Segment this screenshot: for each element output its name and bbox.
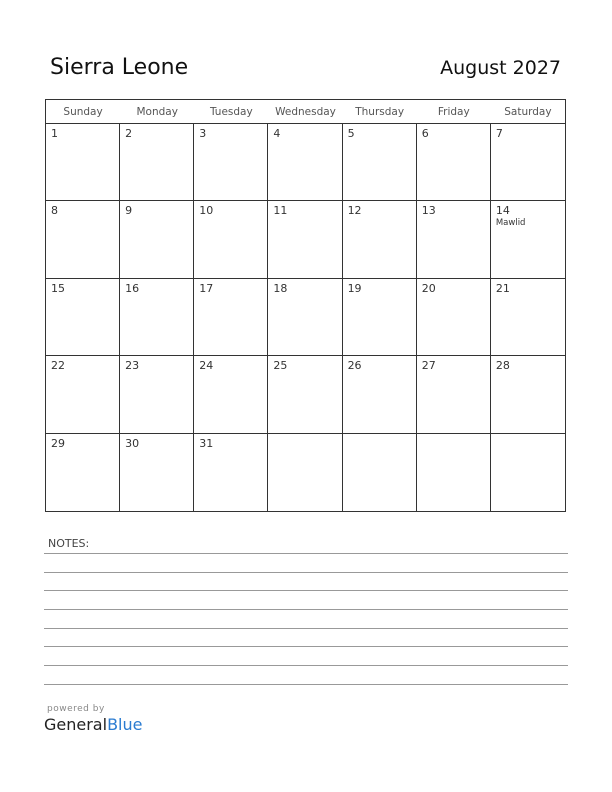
note-line [44,665,568,666]
day-number: 16 [125,281,140,295]
day-cell [491,356,565,433]
day-number: 7 [495,127,503,140]
day-number: 9 [125,204,133,218]
day-number: 26 [347,359,362,373]
day-cell [46,356,120,433]
day-number: 1 [51,127,58,140]
day-cell [194,279,268,356]
day-cell [343,201,417,278]
day-cell-empty [491,434,565,511]
day-cell [343,356,417,433]
note-line [44,609,568,610]
day-cell [417,124,491,201]
day-cell [194,124,268,201]
day-cell [46,124,120,201]
day-number: 8 [51,204,58,218]
day-cell [120,124,194,201]
note-line [44,590,568,591]
day-number: 3 [199,127,207,140]
day-cell [417,279,491,356]
notes-label: NOTES: [48,537,90,550]
day-cell [120,201,194,278]
day-cell [268,201,342,278]
day-number: 29 [51,436,65,450]
day-number: 21 [495,281,510,295]
note-line [44,646,568,647]
day-number: 25 [273,359,288,373]
day-number: 31 [199,436,214,450]
brand-name-general: General [44,715,108,734]
day-cell [491,279,565,356]
day-number: 15 [51,281,65,295]
holiday-label: Mawlid [495,218,526,229]
day-number: 6 [421,127,429,140]
day-cell [46,434,120,511]
day-number: 28 [495,359,510,373]
day-number: 22 [51,359,65,373]
day-cell [46,201,120,278]
day-number: 19 [347,281,362,295]
note-line [44,684,568,685]
day-number: 17 [199,281,214,295]
country-title: Sierra Leone [50,55,189,80]
day-number: 24 [199,359,214,373]
day-number: 12 [347,204,362,218]
day-cell [491,124,565,201]
brand-name [44,715,142,734]
day-number: 10 [199,204,214,218]
day-cell-empty [268,434,342,511]
day-cell-empty [343,434,417,511]
day-cell [194,201,268,278]
weekday-header: Friday [417,100,491,124]
brand-logo [44,704,142,734]
note-line [44,628,568,629]
powered-by-text: powered by [47,704,105,714]
day-number: 5 [347,127,355,140]
day-cell [417,356,491,433]
day-cell [194,434,268,511]
note-line [44,572,568,573]
note-line [44,553,568,554]
month-title: August 2027 [440,57,561,79]
weekday-header: Monday [120,100,194,124]
day-cell [417,201,491,278]
calendar-grid [45,99,566,512]
day-number: 14 [495,204,510,218]
day-cell [491,201,565,278]
weekday-header: Wednesday [268,100,342,124]
day-cell [343,279,417,356]
day-cell [120,279,194,356]
day-cell [268,356,342,433]
weekday-header: Sunday [46,100,120,124]
day-number: 13 [421,204,436,218]
day-cell [120,434,194,511]
day-number: 2 [125,127,133,140]
weekday-header: Tuesday [194,100,268,124]
day-number: 4 [273,127,281,140]
day-cell [268,279,342,356]
day-number: 30 [125,436,140,450]
brand-name-blue: Blue [107,715,143,734]
day-cell [46,279,120,356]
weekday-header: Thursday [343,100,417,124]
day-number: 27 [421,359,436,373]
day-cell [120,356,194,433]
day-cell-empty [417,434,491,511]
day-number: 18 [273,281,288,295]
weekday-header: Saturday [491,100,565,124]
day-number: 23 [125,359,140,373]
day-number: 11 [273,204,288,218]
day-cell [343,124,417,201]
day-cell [194,356,268,433]
day-cell [268,124,342,201]
day-number: 20 [421,281,436,295]
